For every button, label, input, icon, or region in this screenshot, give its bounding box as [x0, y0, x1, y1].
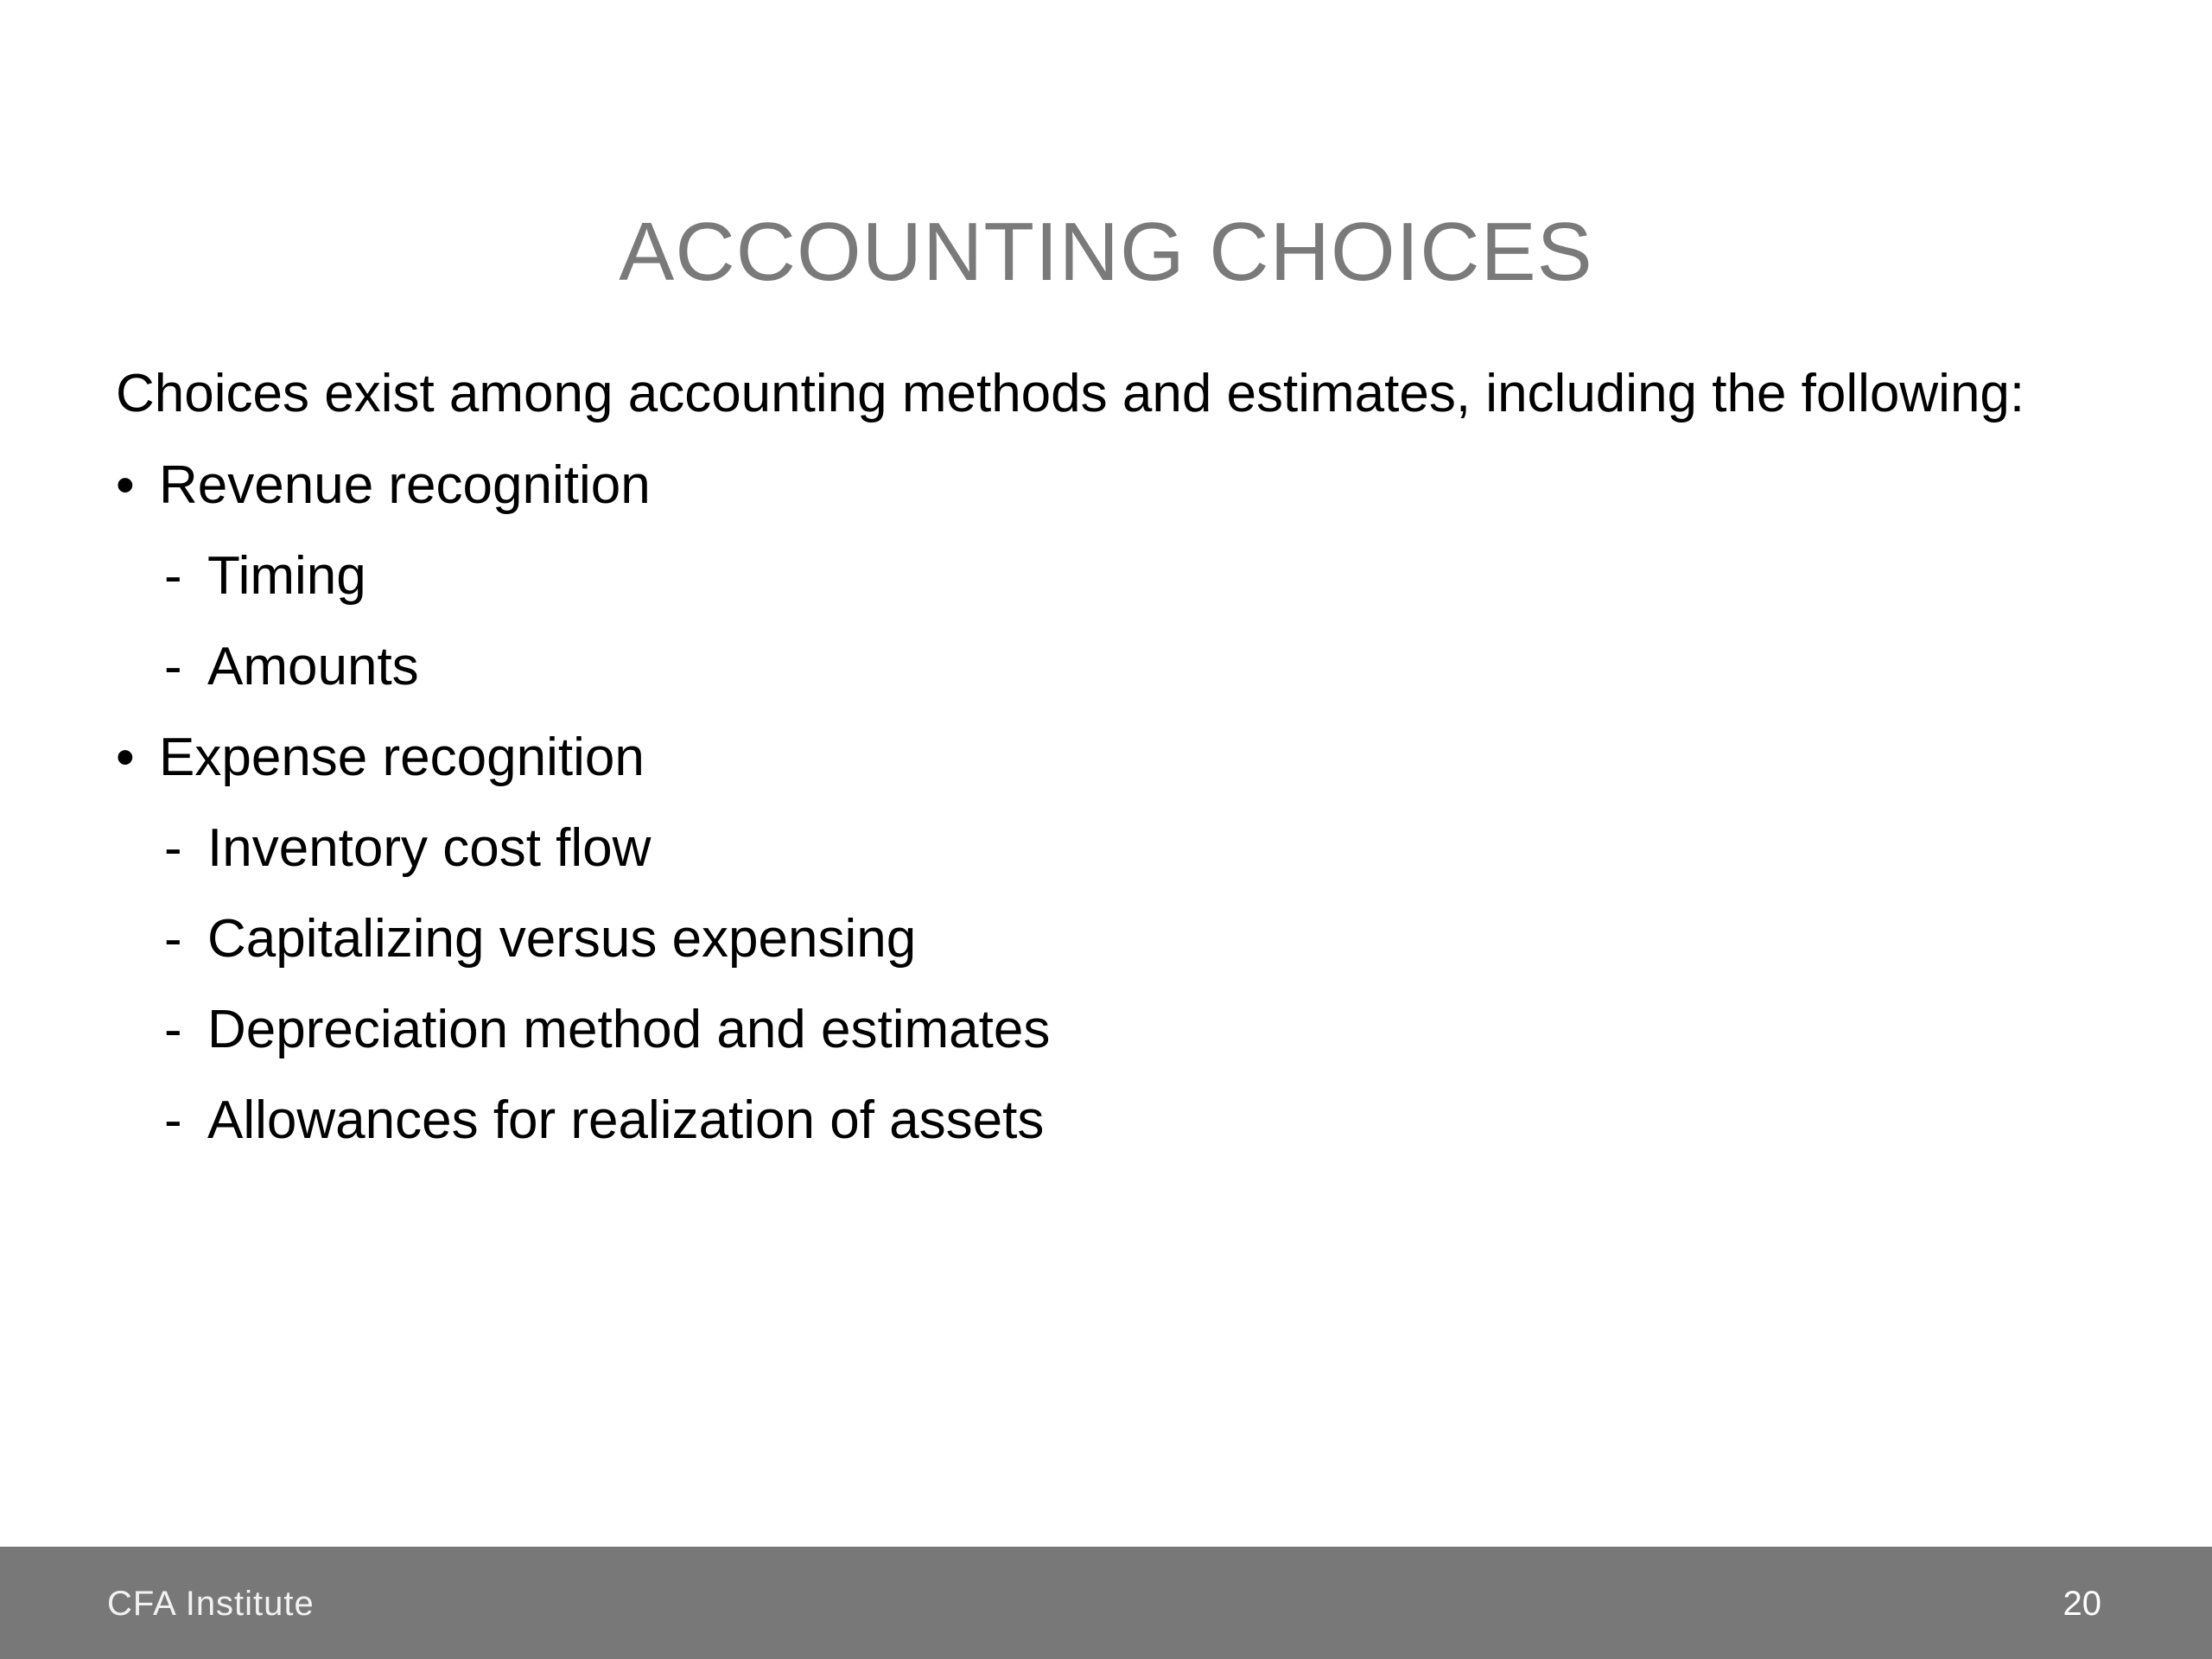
sub-label: Timing — [207, 546, 366, 606]
bullet-label: Revenue recognition — [159, 455, 651, 515]
slide-title: ACCOUNTING CHOICES — [619, 206, 1593, 298]
sub-item-depreciation-method — [116, 992, 2172, 1068]
sub-item-timing — [116, 538, 2172, 614]
page-number: 20 — [2063, 1585, 2101, 1623]
sub-label: Capitalizing versus expensing — [207, 909, 917, 969]
sub-item-capitalizing-versus-expensing — [116, 901, 2172, 977]
sub-item-amounts — [116, 629, 2172, 705]
footer-brand: CFA Institute — [107, 1585, 315, 1623]
sub-label: Depreciation method and estimates — [207, 1000, 1051, 1059]
bullet-label: Expense recognition — [159, 728, 645, 787]
footer-bar — [0, 1547, 2212, 1659]
sub-item-allowances-for-realization — [116, 1083, 2172, 1159]
sub-label: Inventory cost flow — [207, 818, 652, 878]
sub-marker: - — [164, 818, 182, 878]
bullet-row — [116, 720, 2172, 796]
bullet-list — [116, 448, 2172, 1159]
sub-label: Amounts — [207, 637, 419, 696]
slide-content — [116, 356, 2172, 1173]
sub-marker: - — [164, 1090, 182, 1150]
sub-list — [116, 810, 2172, 1159]
intro-text: Choices exist among accounting methods and estimates, including the following: — [116, 364, 2025, 423]
sub-list — [116, 538, 2172, 705]
sub-marker: - — [164, 546, 182, 606]
sub-marker: - — [164, 637, 182, 696]
sub-marker: - — [164, 909, 182, 969]
bullet-marker: • — [116, 728, 135, 787]
bullet-marker: • — [116, 455, 135, 515]
bullet-item-revenue-recognition — [116, 448, 2172, 705]
sub-marker: - — [164, 1000, 182, 1059]
bullet-item-expense-recognition — [116, 720, 2172, 1159]
bullet-row — [116, 448, 2172, 524]
sub-label: Allowances for realization of assets — [207, 1090, 1045, 1150]
sub-item-inventory-cost-flow — [116, 810, 2172, 887]
